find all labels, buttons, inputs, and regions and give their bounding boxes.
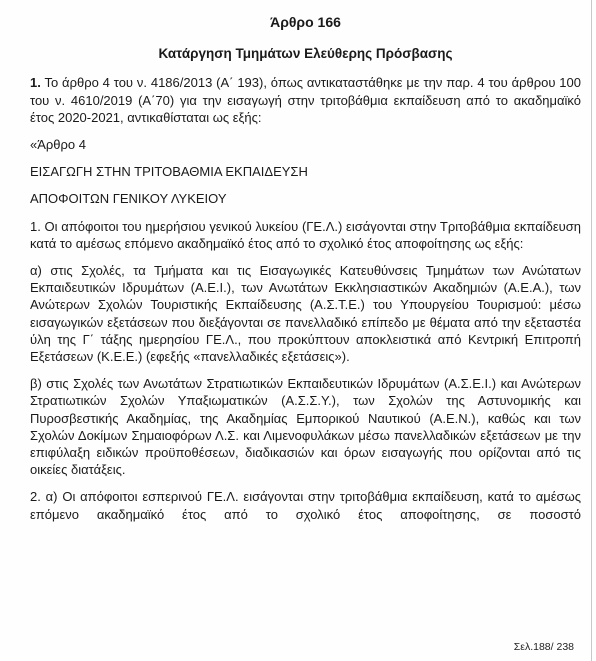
paragraph-item-a: α) στις Σχολές, τα Τμήματα και τις Εισαγωγικές Κατευθύνσεις Τμημάτων των Ανώτατων Εκπαιδευτικών Ιδρυμάτων (Α.Ε.Ι.), των Ανωτάτων Εκκλησιαστικών Ακαδημιών (Α.Ε.Α.), των Ανώτερων Σχολών Τουριστικής Εκπαίδευσης (Α.Σ.Τ.Ε.) του Υπουργείου Τουρισμού: μέσω εισαγωγικών εξετάσεων που διεξάγονται σε πανελλαδικό επίπεδο με θέματα από την εξεταστέα ύλη της Γ΄ τάξης ημερησίου ΓΕ.Λ., που προκύπτουν αποκλειστικά από Κεντρική Επιτροπή Εξετάσεων (Κ.Ε.Ε.) (εφεξής «πανελλαδικές εξετάσεις»). bbox=[30, 263, 581, 365]
section-heading-entry: ΕΙΣΑΓΩΓΗ ΣΤΗΝ ΤΡΙΤΟΒΑΘΜΙΑ ΕΚΠΑΙΔΕΥΣΗ bbox=[30, 164, 308, 180]
document-body bbox=[30, 14, 581, 533]
paragraph-evening-graduates: 2. α) Οι απόφοιτοι εσπερινού ΓΕ.Λ. εισάγονται στην τριτοβάθμια εκπαίδευση, κατά το αμέσως επόμενο ακαδημαϊκό έτος από το σχολικό έτος αποφοίτησης, σε ποσοστό bbox=[30, 489, 581, 522]
paragraph-admission: 1. Οι απόφοιτοι του ημερήσιου γενικού λυκείου (ΓΕ.Λ.) εισάγονται στην Τριτοβάθμια εκπαίδευση κατά το αμέσως επόμενο ακαδημαϊκό έτος από το σχολικό έτος αποφοίτησης ως εξής: bbox=[30, 218, 581, 251]
quoted-article-heading: «Άρθρο 4 bbox=[30, 137, 86, 153]
article-subtitle: Κατάργηση Τμημάτων Ελεύθερης Πρόσβασης bbox=[158, 46, 453, 62]
paragraph-1 bbox=[30, 74, 581, 126]
paragraph-1-text: Το άρθρο 4 του ν. 4186/2013 (Α΄ 193), όπως αντικαταστάθηκε με την παρ. 4 του άρθρου 100 του ν. 4610/2019 (Α΄70) για την εισαγωγή στην τριτοβάθμια εκπαίδευση από το ακαδημαϊκό έτος 2020-2021, αντικαθίσταται ως εξής: bbox=[30, 75, 581, 125]
page-edge-line bbox=[591, 0, 592, 661]
article-title: Άρθρο 166 bbox=[270, 14, 341, 30]
paragraph-1-number: 1. bbox=[30, 75, 41, 91]
page-number: Σελ.188/ 238 bbox=[513, 641, 574, 653]
paragraph-item-b: β) στις Σχολές των Ανωτάτων Στρατιωτικών Εκπαιδευτικών Ιδρυμάτων (Α.Σ.Ε.Ι.) και Ανώτερων Στρατιωτικών Σχολών Υπαξιωματικών (Α.Σ.Σ.Υ.), των Σχολών της Αστυνομικής και Πυροσβεστικής Ακαδημίας, της Ακαδημίας Εμπορικού Ναυτικού (Α.Ε.Ν.), καθώς και των Σχολών Δοκίμων Σημαιοφόρων Λ.Σ. και Λιμενοφυλάκων μέσω πανελλαδικών εξετάσεων με την επιφύλαξη ειδικών προϋποθέσεων, διαδικασιών και όρων εισαγωγής που ορίζονται από τις οικείες διατάξεις. bbox=[30, 376, 581, 478]
section-heading-graduates: ΑΠΟΦΟΙΤΩΝ ΓΕΝΙΚΟΥ ΛΥΚΕΙΟΥ bbox=[30, 191, 227, 207]
